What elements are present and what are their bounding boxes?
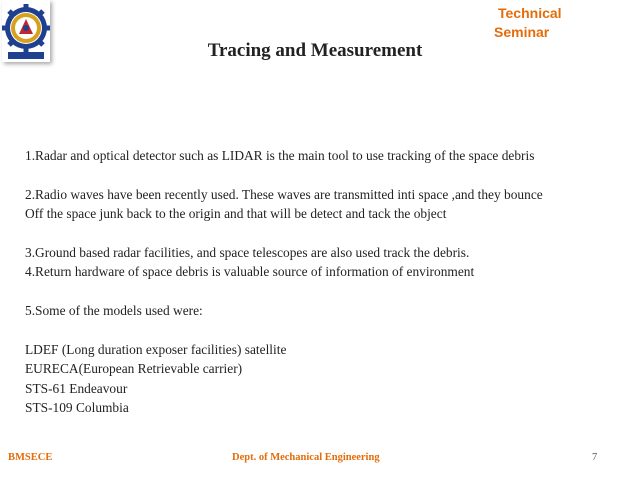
spacer [25,224,625,243]
body-line-1: 1.Radar and optical detector such as LIDAR is the main tool to use tracking of the space debris [25,148,535,163]
slide-title: Tracing and Measurement [207,40,423,61]
tag-seminar: Seminar [494,24,550,40]
body-line-2: 2.Radio waves have been recently used. These waves are transmitted inti space ,and they bounce [25,186,543,202]
college-logo [2,0,50,62]
footer-institution: BMSECE [8,452,53,463]
body-line-9: STS-61 Endeavour [25,380,128,396]
seminar-tag [494,4,614,42]
college-emblem-icon [2,0,50,62]
footer-department: Dept. of Mechanical Engineering [232,452,380,463]
spacer [25,282,625,301]
body-line-7: LDEF (Long duration exposer facilities) satellite [25,342,287,357]
slide-body [25,146,625,418]
tag-technical: Technical [498,5,562,21]
spacer [25,321,625,340]
body-line-8: EURECA(European Retrievable carrier) [25,361,243,377]
spacer [25,165,625,184]
body-line-4: 3.Ground based radar facilities, and space telescopes are also used track the debris. [25,245,470,260]
body-line-5: 4.Return hardware of space debris is valuable source of information of environment [25,264,475,280]
page-number: 7 [592,452,598,463]
body-line-10: STS-109 Columbia [25,400,129,416]
body-line-6: 5.Some of the models used were: [25,303,203,319]
body-line-3: Off the space junk back to the origin and that will be detect and tack the object [25,206,447,222]
